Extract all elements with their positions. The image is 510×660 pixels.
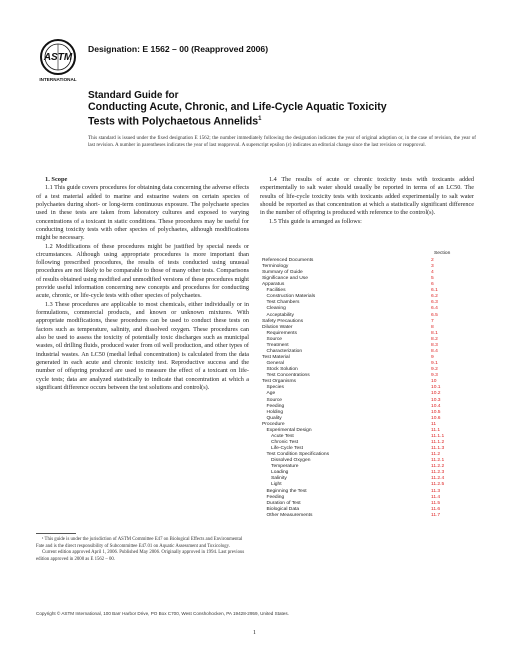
toc-entry-label: Chronic Test bbox=[271, 440, 299, 445]
copyright-line: Copyright © ASTM International, 100 Barr Harbor Drive, PO Box C700, West Conshohocken, PA 19428-2959, United States. bbox=[36, 611, 289, 616]
toc-entry-label: Procedure bbox=[262, 421, 285, 427]
astm-logo-icon bbox=[36, 38, 80, 84]
toc-entry-label: Apparatus bbox=[262, 282, 285, 288]
toc-entry-label: Biological Data bbox=[266, 506, 300, 512]
toc-entry-label: Dissolved Oxygen bbox=[271, 458, 311, 464]
right-column bbox=[260, 176, 474, 226]
title-line-3-text: Tests with Polychaetous Annelids bbox=[88, 115, 259, 128]
toc-entry-section: 11.2 bbox=[431, 452, 441, 458]
title-line-1: Standard Guide for bbox=[88, 90, 179, 101]
toc-entry-section: 8 bbox=[431, 324, 434, 330]
toc-entry-section: 11.2.2 bbox=[431, 464, 445, 470]
toc-entry-section: 9.3 bbox=[431, 373, 438, 379]
toc-entry-label: Quality bbox=[266, 415, 282, 421]
toc-entry-section: 10 bbox=[431, 379, 437, 385]
toc-entry-label: Construction Materials bbox=[266, 294, 316, 300]
toc-entry-section: 10.5 bbox=[431, 409, 441, 415]
toc-entry-label: Species bbox=[266, 385, 284, 391]
page-number: 1 bbox=[253, 630, 256, 636]
toc-entry-label: Temperature bbox=[271, 464, 299, 470]
toc-entry-label: Requirements bbox=[266, 330, 297, 336]
toc-entry-section: 8.2 bbox=[431, 336, 438, 342]
footnote bbox=[36, 537, 248, 563]
toc-entry-label: Acceptability bbox=[266, 312, 294, 318]
toc-section-header: Section bbox=[434, 251, 451, 256]
footnote-1: ¹ This guide is under the jurisdiction of ASTM Committee E47 on Biological Effects and Environmental Fate and is the direct responsibility of Subcommittee E47.01 on Aquatic Assessment and Toxicology. bbox=[36, 537, 243, 549]
paragraph-1-2: 1.2 Modifications of these procedures might be justified by special needs or circumstances. Although using appropriate procedures is more important than following prescribed procedures, the results of tests conducted using unusual procedures are not likely to be comparable to those of many other tests. Comparisons of results obtained using modified and unmodified versions of these procedures might provide useful information concerning new concepts and procedures for conducting acute, chronic, or life-cycle tests with other species of polychaetes. bbox=[36, 242, 249, 300]
title-footnote-mark: 1 bbox=[258, 116, 262, 123]
document-title bbox=[88, 90, 478, 128]
toc-entry-section: 11.2.4 bbox=[431, 476, 445, 482]
toc-entry-section: 11.1.1 bbox=[431, 433, 445, 439]
paragraph-1-4: 1.4 The results of acute or chronic toxicity tests with toxicants added experimentally to salt water should usually be reported in terms of an LC50. The results of life-cycle toxicity tests with toxicants added experimentally to salt water should be reported as that concentration at which a statistically significant difference in the number of offspring is produced with reference to the control(s). bbox=[260, 176, 474, 217]
toc-entry-section: 9.1 bbox=[431, 361, 438, 367]
toc-entry-section: 10.4 bbox=[431, 403, 441, 409]
toc-entry-label: Holding bbox=[266, 409, 284, 415]
toc-entry-label: Test Concentrations bbox=[266, 373, 310, 379]
toc-entry-label: Source bbox=[266, 336, 282, 342]
toc-entry-section: 7 bbox=[431, 318, 434, 324]
toc-entry bbox=[262, 513, 462, 519]
toc-entry-label: Light bbox=[271, 482, 282, 488]
logo-subtext: INTERNATIONAL bbox=[39, 77, 77, 82]
toc-entry-section: 5 bbox=[431, 276, 434, 282]
toc-entry-section: 6.2 bbox=[431, 294, 438, 300]
designation: Designation: E 1562 – 00 (Reapproved 2006) bbox=[88, 44, 269, 54]
toc-entry-section: 11 bbox=[431, 421, 437, 427]
toc-entry-section: 11.1.2 bbox=[431, 440, 445, 445]
toc-entry-section: 10.6 bbox=[431, 415, 441, 421]
toc-entry-label: Age bbox=[266, 391, 276, 397]
title-line-2: Conducting Acute, Chronic, and Life-Cycle Aquatic Toxicity bbox=[88, 101, 387, 113]
toc-entry-label: Stock Solution bbox=[266, 367, 298, 373]
toc-entry-label: Other Measurements bbox=[266, 512, 313, 518]
toc-entry-section: 6.3 bbox=[431, 300, 438, 306]
toc-entry-section: 10.1 bbox=[431, 385, 441, 391]
logo-text: ASTM bbox=[43, 52, 73, 63]
toc-entry-label: Test Condition Specifications bbox=[266, 452, 330, 458]
toc-entry-label: Experimental Design bbox=[266, 427, 312, 433]
astm-logo bbox=[36, 38, 80, 84]
toc-entry-section: 3 bbox=[431, 263, 434, 269]
toc-entry-section: 11.7 bbox=[431, 512, 441, 518]
toc-entry-section: 6.1 bbox=[431, 288, 438, 294]
toc-entry-label: Test Organisms bbox=[262, 379, 296, 385]
toc-entry-label: Salinity bbox=[271, 476, 287, 482]
toc-entry-label: Beginning the Test bbox=[266, 488, 307, 494]
toc-entry-section: 11.1.3 bbox=[431, 446, 445, 452]
toc-entry-section: 11.5 bbox=[431, 500, 441, 506]
toc-entry-section: 11.1 bbox=[431, 427, 441, 433]
title-line-3 bbox=[88, 113, 478, 128]
toc-entry-label: Test Chambers bbox=[266, 300, 300, 306]
toc-entry-label: Referenced Documents bbox=[262, 257, 314, 263]
toc-entry-section: 11.6 bbox=[431, 506, 441, 512]
toc-entry-section: 4 bbox=[431, 270, 434, 276]
toc-entry-label: Dilution Water bbox=[262, 324, 293, 330]
toc-entry-label: Feeding bbox=[266, 403, 285, 409]
toc-entry-section: 6.4 bbox=[431, 306, 438, 312]
toc-entry-label: Safety Precautions bbox=[262, 318, 304, 324]
toc-entry-section: 11.2.3 bbox=[431, 470, 445, 476]
toc-entry-label: Life-Cycle Test bbox=[271, 446, 303, 452]
toc-entry-section: 6.5 bbox=[431, 312, 438, 318]
paragraph-1-3: 1.3 These procedures are applicable to most chemicals, either individually or in formulations, commercial products, and known or unknown mixtures. With appropriate modifications, these procedures can be used to conduct these tests on factors such as temperature, salinity, and dissolved oxygen. These procedures can also be used to assess the toxicity of potentially toxic discharges such as municipal wastes, oil drilling fluids, produced water from oil well production, and other types of industrial wastes. An LC50 (medial lethal concentration) is calculated from the data generated in each acute and chronic toxicity test. Reproductive success and the number of offspring produced are used to measure the effect of a toxicant on life-cycle tests; data are analyzed statistically to indicate that concentration at which a significant difference occurs between the test solutions and control(s). bbox=[36, 300, 249, 391]
toc-entry-section: 11.2.5 bbox=[431, 482, 445, 488]
toc-entry-section: 10.2 bbox=[431, 391, 441, 397]
toc-entry-label: Feeding bbox=[266, 494, 285, 500]
toc-entry-label: Loading bbox=[271, 470, 289, 476]
toc-entry-section: 10.3 bbox=[431, 397, 441, 403]
toc-entry-label: General bbox=[266, 361, 284, 367]
toc-entry-section: 8.3 bbox=[431, 342, 438, 348]
toc-entry-label: Test Material bbox=[262, 355, 290, 361]
toc-entry-section: 8.4 bbox=[431, 348, 438, 354]
toc-entry-label: Treatment bbox=[266, 342, 289, 348]
toc-entry-label: Summary of Guide bbox=[262, 270, 303, 276]
paragraph-1-5: 1.5 This guide is arranged as follows: bbox=[269, 217, 362, 225]
scope-heading: 1. Scope bbox=[45, 176, 68, 183]
footnote-edition: Current edition approved April 1, 2006. Published May 2006. Originally approved in 1994. Last previous edition approved in 2000 as E 1562 – 00. bbox=[36, 550, 245, 562]
toc-entry-label: Cleaning bbox=[266, 306, 286, 312]
toc-entry-section: 11.4 bbox=[431, 494, 441, 500]
toc-entry-section: 9 bbox=[431, 355, 434, 361]
toc-entry-section: 11.3 bbox=[431, 488, 441, 494]
toc-entry-label: Source bbox=[266, 397, 282, 403]
toc-entry-section: 2 bbox=[431, 257, 434, 263]
toc-entry-section: 9.2 bbox=[431, 367, 438, 373]
toc-entry-label: Significance and Use bbox=[262, 276, 308, 282]
toc-entry-label: Acute Test bbox=[271, 433, 294, 439]
standard-notice: This standard is issued under the fixed designation E 1562; the number immediately following the designation indicates the year of original adoption or, in the case of revision, the year of last revision. A number in parentheses indicates the year of last reapproval. A superscript epsilon (ε) indicates an editorial change since the last revision or reapproval. bbox=[88, 135, 476, 149]
left-column bbox=[36, 176, 249, 392]
toc-entry-section: 6 bbox=[431, 282, 434, 288]
toc-entry-section: 11.2.1 bbox=[431, 458, 445, 464]
toc-entry-label: Duration of Test bbox=[266, 500, 301, 506]
paragraph-1-1: 1.1 This guide covers procedures for obtaining data concerning the adverse effects of a test material added to marine and estuarine waters on certain species of polychaetes during short- or long-term continuous exposure. The polychaete species used in these tests are taken from laboratory cultures and exposed to varying concentrations of a toxicant in static conditions. These procedures may be useful for conducting toxicity tests with other species of polychaetes, although modifications might be necessary. bbox=[36, 184, 249, 242]
toc-entry-label: Terminology bbox=[262, 263, 289, 269]
toc-entry-label: Characterization bbox=[266, 348, 303, 354]
footnote-divider bbox=[36, 533, 76, 534]
toc-entry-label: Facilities bbox=[266, 288, 286, 294]
toc-entry-section: 8.1 bbox=[431, 330, 438, 336]
